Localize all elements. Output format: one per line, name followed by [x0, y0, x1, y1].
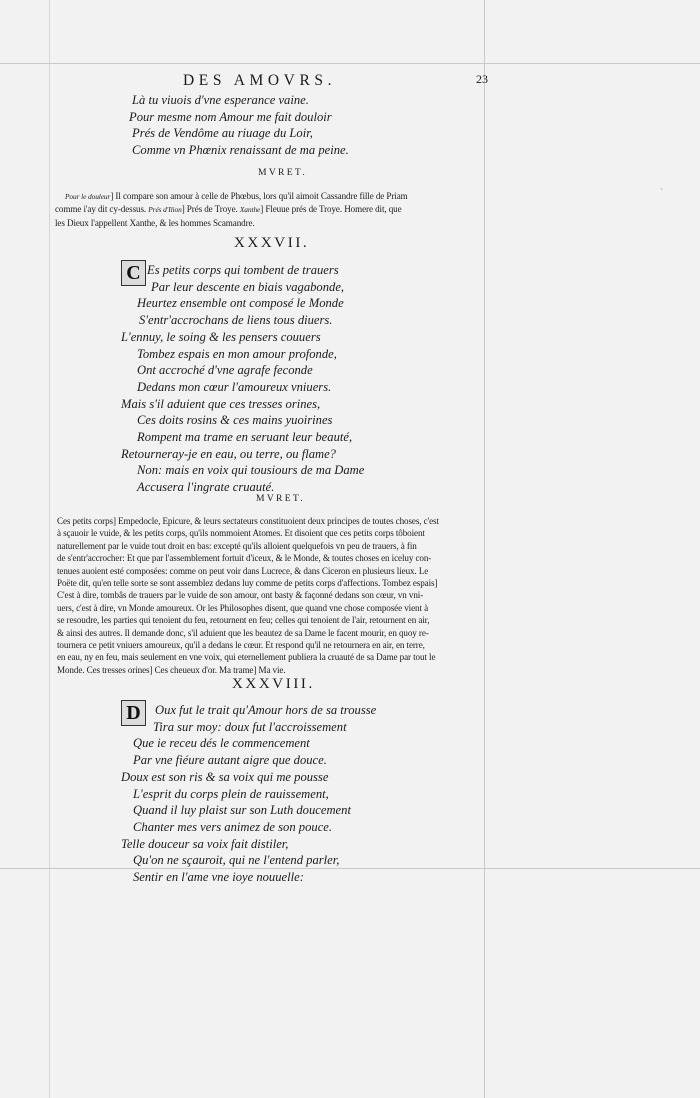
dropcap-initial: D	[121, 700, 146, 726]
commentary-heading: MVRET.	[258, 167, 308, 178]
verse-line: L'ennuy, le soing & les pensers couuers	[121, 329, 321, 344]
verse-line: Là tu viuois d'vne esperance vaine.	[132, 93, 309, 107]
verse-line: Comme vn Phœnix renaissant de ma peine.	[132, 143, 349, 158]
verse-line: Doux est son ris & sa voix qui me pousse	[121, 769, 329, 784]
prose-line: tournera ce petit vniuers amoureux, qu'il a dedans le cœur. Et respond qu'il ne retournera en air, en terre,	[57, 640, 425, 651]
prose-line: Ces petits corps] Empedocle, Epicure, & leurs sectateurs constituoient deux principes de toutes choses, c'est	[57, 516, 439, 526]
verse-line: Quand il luy plaist sur son Luth doucement	[133, 803, 351, 818]
gloss: ] Prés de Troye.	[181, 204, 238, 215]
verse-line: Dedans mon cœur l'amoureux vniuers.	[137, 379, 332, 394]
commentary-block	[55, 190, 408, 229]
gloss: ] Il compare son amour à celle de Phœbus, lors qu'il aimoit Cassandre fille de Priam	[110, 191, 408, 201]
verse-line: Oux fut le trait qu'Amour hors de sa trousse	[155, 703, 377, 717]
margin-mark: ˋ	[660, 188, 664, 199]
verse-line: Par leur descente en biais vagabonde,	[151, 279, 345, 294]
prose-line: Monde. Ces tresses orines] Ces cheueux d'or. Ma trame] Ma vie.	[57, 664, 286, 675]
verse-line: Telle douceur sa voix fait distiler,	[121, 836, 289, 851]
sonnet-numeral: XXXVII.	[234, 235, 310, 251]
verse-line: Rompent ma trame en seruant leur beauté,	[137, 430, 353, 445]
verse-line: Ces doits rosins & ces mains yuoirines	[137, 413, 333, 428]
running-head: DES AMOVRS.	[183, 72, 337, 89]
gloss: les Dieux l'appellent Xanthe, & les hommes Scamandre.	[55, 217, 255, 228]
verse-line: Accusera l'ingrate cruauté.	[137, 480, 275, 495]
verse-line: Que ie receu dés le commencement	[133, 736, 310, 751]
verse-line: Retourneray-je en eau, ou terre, ou flame?	[121, 446, 336, 461]
sonnet-numeral: XXXVIII.	[232, 676, 315, 692]
verse-line: S'entr'accrochans de liens tous diuers.	[139, 313, 333, 328]
prose-line: naturellement par le vuide tout droit en bas: excepté qu'ils alloient quelquefois vn peu de trauers, à fin	[57, 540, 417, 551]
verse-line: Tira sur moy: doux fut l'accroissement	[153, 719, 347, 734]
prose-line: se resoudre, les parties qui tenoient du feu, retournent en feu; celles qui tenoient de l'air, retournent en air,	[57, 615, 430, 626]
lemma: Pour le douleur	[65, 192, 111, 201]
prose-line: à sçauoir le vuide, & les petits corps, qu'ils nommoient Atomes. Et disoient que ces petits corps tôboient	[57, 528, 425, 539]
prose-line: Poëte dit, qu'en telle sorte se sont assemblez dedans luy comme de petits corps d'affections. Tombez espais]	[57, 578, 438, 589]
poem-36-ending	[129, 92, 349, 159]
gloss: comme i'ay dit cy-dessus.	[55, 204, 147, 215]
verse-line: Ont accroché d'vne agrafe feconde	[137, 363, 313, 378]
lemma: Xanthe	[239, 205, 261, 215]
verse-line: Heurtez ensemble ont composé le Monde	[137, 296, 344, 311]
gloss: ] Fleuue prés de Troye. Homere dit, que	[260, 204, 402, 215]
verse-line: Par vne fiéure autant aigre que douce.	[133, 753, 327, 768]
verse-line: Pour mesme nom Amour me fait douloir	[129, 109, 332, 124]
verse-line: L'esprit du corps plein de rauissement,	[133, 786, 329, 801]
prose-line: & ainsi des autres. Il demande donc, s'il aduient que les beautez de sa Dame le facent mourir, en quoy re-	[57, 627, 429, 638]
page-number: 23	[476, 72, 488, 86]
prose-line: en eau, ny en feu, mais seulement en vne voix, qui eternellement publiera la cruauté de sa Dame par tout le	[57, 652, 436, 663]
prose-line: de s'entr'accrocher: Et que par l'assemblement fortuit d'iceux, & le Monde, & toutes choses en iceluy con-	[57, 553, 432, 564]
prose-line: uers, c'est à dire, vn Monde amoureux. Or les Philosophes disent, que quand vne chose composée vient à	[57, 602, 429, 613]
verse-line: Tombez espais en mon amour profonde,	[137, 346, 337, 361]
verse-line: Qu'on ne sçauroit, qui ne l'entend parler,	[133, 853, 340, 868]
sonnet-37-text	[121, 262, 364, 496]
sonnet-38-text	[121, 702, 376, 886]
prose-line: tenues auoient esté composées: comme on peut voir dans Lucrece, & dans Ciceron en plusieurs lieux. Le	[57, 565, 429, 576]
verse-line: Mais s'il aduient que ces tresses orines,	[121, 396, 321, 411]
prose-line: C'est à dire, tombâs de trauers par le vuide de son amour, ont basty & façonné dedans son cœur, vn vni-	[57, 590, 424, 601]
verse-line: Prés de Vendôme au riuage du Loir,	[132, 126, 313, 141]
lemma: Prés d'Ilion	[148, 205, 182, 215]
commentary-heading: MVRET.	[256, 493, 306, 504]
verse-line: Es petits corps qui tombent de trauers	[147, 263, 339, 277]
commentary-block	[57, 515, 439, 676]
verse-line: Non: mais en voix qui tousiours de ma Dame	[137, 463, 365, 478]
verse-line: Sentir en l'ame vne ioye nouuelle:	[133, 870, 304, 885]
dropcap-initial: C	[121, 260, 146, 286]
verse-line: Chanter mes vers animez de son pouce.	[133, 819, 333, 834]
